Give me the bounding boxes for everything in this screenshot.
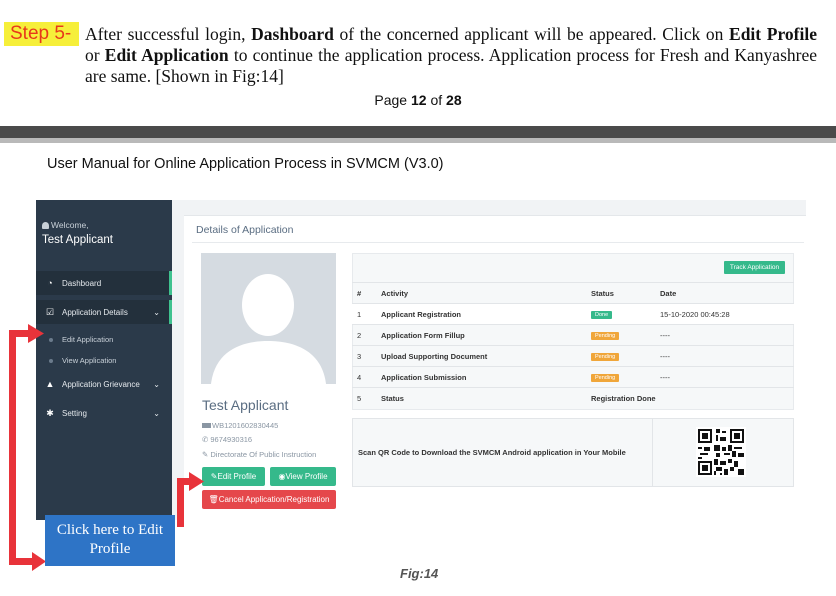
edit-profile-arrow: [177, 472, 204, 527]
step-text-dashboard: Dashboard: [251, 24, 334, 44]
col-header: Status: [586, 283, 655, 304]
page-current: 12: [410, 92, 427, 108]
page-prefix: Page: [374, 92, 411, 108]
row-activity: Application Form Fillup: [376, 325, 586, 346]
edit-profile-label: Edit Profile: [217, 472, 257, 481]
dashboard-icon: ◔: [47, 278, 53, 288]
applicant-id-value: WB1201602830445: [212, 421, 279, 430]
step-text-part: or: [85, 45, 105, 65]
row-date: 15-10-2020 00:45:28: [655, 304, 794, 325]
step-text-edit-profile: Edit Profile: [729, 24, 817, 44]
status-badge: Pending: [591, 353, 619, 361]
trash-icon: 🗑: [208, 495, 219, 504]
col-header: Date: [655, 283, 794, 304]
warning-icon: ▲: [45, 379, 55, 389]
row-number: 5: [352, 388, 376, 409]
step-text-edit-application: Edit Application: [104, 45, 229, 65]
status-badge: Done: [591, 311, 612, 319]
row-number: 4: [352, 367, 376, 388]
step-text-part: to continue the application process. Application process for Fresh and Kanyashree are same. [Shown in Fig:14]: [85, 45, 818, 86]
chevron-down-icon: ⌄: [153, 307, 160, 317]
figure-caption: Fig:14: [400, 566, 439, 581]
sidebar-item-label: Setting: [62, 408, 87, 418]
row-status-text: Registration Done: [586, 388, 794, 409]
edit-icon: ✎: [202, 450, 211, 459]
welcome-label: Welcome,: [51, 220, 89, 230]
phone-value: 9674930316: [210, 435, 253, 444]
applicant-name: Test Applicant: [202, 397, 289, 413]
step-text-part: After successful login,: [85, 24, 252, 44]
row-activity: Applicant Registration: [376, 304, 586, 325]
cancel-label: Cancel Application/Registration: [218, 495, 330, 504]
view-profile-label: View Profile: [285, 472, 328, 481]
status-badge: Pending: [591, 332, 619, 340]
user-name: Test Applicant: [42, 234, 113, 246]
row-number: 2: [352, 325, 376, 346]
col-header: Activity: [376, 283, 586, 304]
page-total: 28: [446, 92, 462, 108]
card-title: Details of Application: [196, 224, 294, 236]
chevron-down-icon: ⌄: [153, 379, 160, 389]
left-arrow: [9, 324, 46, 571]
row-date: ----: [655, 346, 794, 367]
row-number: 3: [352, 346, 376, 367]
status-badge: Pending: [591, 374, 619, 382]
row-activity: Status: [376, 388, 586, 409]
chevron-down-icon: ⌄: [153, 408, 160, 418]
edit-profile-callout: Click here to Edit Profile: [45, 515, 175, 566]
step-label: Step 5-: [4, 22, 79, 46]
eye-icon: ◉: [278, 472, 286, 481]
sidebar-item-label: Application Grievance: [62, 379, 140, 389]
submenu-edit-application[interactable]: Edit Application: [62, 335, 114, 344]
submenu-view-application[interactable]: View Application: [62, 356, 117, 365]
row-activity: Application Submission: [376, 367, 586, 388]
sidebar-item-label: Dashboard: [62, 278, 102, 288]
manual-title: User Manual for Online Application Process in SVMCM (V3.0): [47, 156, 444, 172]
edit-icon: ✎: [210, 472, 218, 481]
gear-icon: ✱: [46, 408, 54, 418]
col-header: #: [352, 283, 376, 304]
phone-icon: ✆: [202, 435, 211, 444]
row-activity: Upload Supporting Document: [376, 346, 586, 367]
row-date: ----: [655, 325, 794, 346]
page-of: of: [426, 92, 447, 108]
sidebar-item-label: Application Details: [62, 307, 128, 317]
department-value: Directorate Of Public Instruction: [210, 450, 317, 459]
row-number: 1: [352, 304, 376, 325]
step-text-part: of the concerned applicant will be appeared. Click on: [333, 24, 730, 44]
row-date: ----: [655, 367, 794, 388]
checkbox-icon: ☑: [45, 307, 55, 317]
qr-instruction: Scan QR Code to Download the SVMCM Android application in Your Mobile: [358, 448, 626, 457]
track-application-button[interactable]: Track Application: [724, 261, 785, 274]
